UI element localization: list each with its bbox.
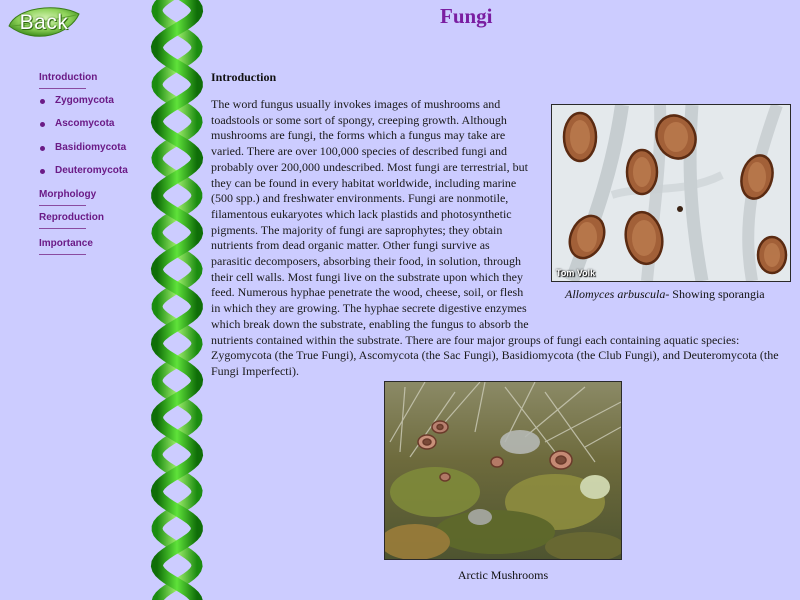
back-button[interactable]	[6, 4, 82, 44]
bullet-icon	[40, 122, 45, 127]
nav-divider	[39, 254, 86, 255]
species-name: Allomyces arbuscula	[565, 287, 666, 301]
nav-link-importance[interactable]: Importance	[39, 238, 93, 249]
caption-text: - Showing sporangia	[665, 287, 765, 301]
nav-link-ascomycota[interactable]: Ascomycota	[55, 118, 115, 129]
sporangia-micrograph	[551, 104, 791, 282]
photo-caption: Arctic Mushrooms	[457, 568, 549, 582]
nav-link-zygomycota[interactable]: Zygomycota	[55, 95, 114, 106]
nav-link-morphology[interactable]: Morphology	[39, 189, 97, 200]
bullet-icon	[40, 169, 45, 174]
dna-helix-graphic	[146, 0, 208, 600]
nav-divider	[39, 205, 86, 206]
nav-link-basidiomycota[interactable]: Basidiomycota	[55, 142, 127, 153]
nav-link-reproduction[interactable]: Reproduction	[39, 212, 104, 223]
nav-divider	[39, 88, 86, 89]
page-title: Fungi	[440, 4, 493, 28]
section-heading: Introduction	[211, 70, 277, 84]
nav-divider	[39, 228, 86, 229]
photo-credit: Tom Volk	[556, 268, 596, 278]
bullet-icon	[40, 99, 45, 104]
arctic-mushrooms-photo	[384, 381, 622, 560]
nav-link-deuteromycota[interactable]: Deuteromycota	[55, 165, 128, 176]
bullet-icon	[40, 146, 45, 151]
intro-text: The word fungus usually invokes images of mushrooms and toadstools or some sort of spongy, creeping growth. Although mushrooms are fungi, the forms which a fungus may take are varied. There are over 100,000 species of described fungi and probably over 200,000 undescribed. Most fungi are terrestrial, but they can be found in every habitat worldwide, including marine (500 spp.) and freshwater environments. Fungi are nonmotile, filamentous eukaryotes which lack plastids and photosynthetic pigments. The majority of fungi are saprophytes; they obtain nutrients from dead organic matter. Other fungi survive as parasitic decomposers, absorbing their food, in solution, through their cell walls. Most fungi live on the substrate upon which they feed. Numerous hyphae penetrate the wood, cheese, soil, or flesh in which they are growing. The hyphae secrete digestive enzymes which break down the substrate, enabling the fungus to absorb the nutrients contained within the substrate. There are four major groups of fungi each containing aquatic species: Zygomycota (the True Fungi), Ascomycota (the Sac Fungi), Basidiomycota (the Club Fungi), and Deuteromycota (the Fungi Imperfecti).	[211, 97, 779, 378]
nav-link-introduction[interactable]: Introduction	[39, 72, 98, 83]
micrograph-image	[552, 105, 790, 281]
mushroom-image	[385, 382, 621, 559]
back-label: Back	[19, 11, 69, 34]
micrograph-caption	[565, 287, 765, 302]
